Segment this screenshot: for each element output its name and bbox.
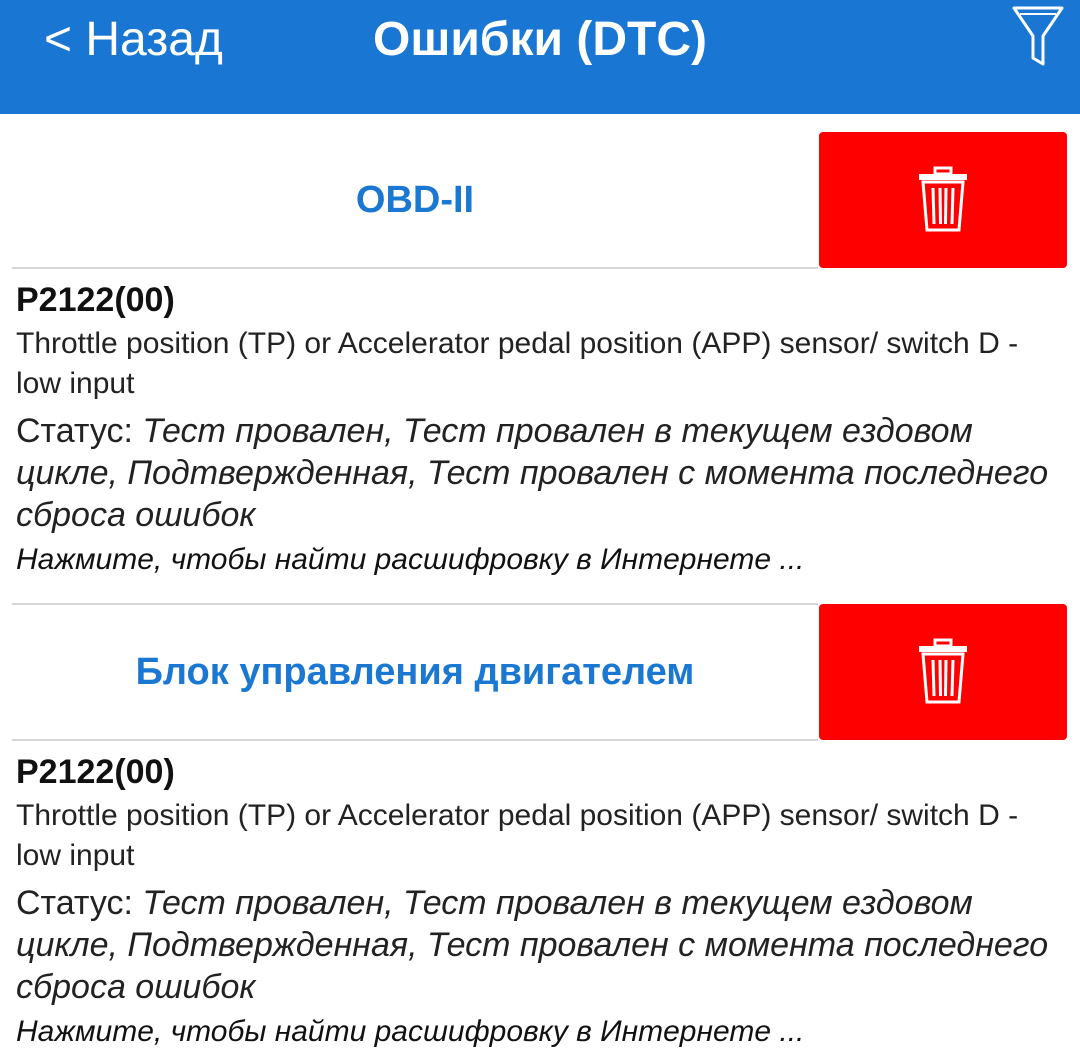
dtc-status bbox=[16, 410, 1060, 536]
group-header bbox=[0, 132, 1080, 268]
page-title: Ошибки (DTC) bbox=[373, 13, 707, 66]
trash-icon bbox=[917, 166, 969, 234]
dtc-description: Throttle position (TP) or Accelerator pedal position (APP) sensor/ switch D - low input bbox=[16, 327, 1019, 400]
status-label: Статус: bbox=[16, 412, 143, 450]
dtc-item[interactable] bbox=[0, 750, 1080, 1052]
group-header bbox=[0, 604, 1080, 740]
back-button[interactable]: < Назад bbox=[44, 13, 223, 66]
dtc-code: P2122(00) bbox=[16, 281, 175, 319]
search-online-link[interactable]: Нажмите, чтобы найти расшифровку в Интернете ... bbox=[16, 1015, 805, 1048]
dtc-status bbox=[16, 882, 1060, 1008]
delete-group-button[interactable] bbox=[819, 604, 1067, 740]
delete-group-button[interactable] bbox=[819, 132, 1067, 268]
divider bbox=[12, 267, 818, 269]
dtc-description: Throttle position (TP) or Accelerator pedal position (APP) sensor/ switch D - low input bbox=[16, 799, 1019, 872]
divider bbox=[12, 739, 818, 741]
trash-icon bbox=[917, 638, 969, 706]
dtc-group bbox=[0, 132, 1080, 580]
status-label: Статус: bbox=[16, 884, 143, 922]
status-value: Тест провален, Тест провален в текущем ездовом цикле, Подтвержденная, Тест провален с момента последнего сброса ошибок bbox=[16, 412, 1049, 534]
dtc-item[interactable] bbox=[0, 278, 1080, 580]
status-value: Тест провален, Тест провален в текущем ездовом цикле, Подтвержденная, Тест провален с момента последнего сброса ошибок bbox=[16, 884, 1049, 1006]
app-bar bbox=[0, 0, 1080, 114]
group-title: Блок управления двигателем bbox=[135, 650, 695, 693]
filter-icon[interactable] bbox=[1010, 2, 1066, 68]
search-online-link[interactable]: Нажмите, чтобы найти расшифровку в Интернете ... bbox=[16, 543, 805, 576]
dtc-code: P2122(00) bbox=[16, 753, 175, 791]
dtc-group bbox=[0, 604, 1080, 1052]
group-title: OBD-II bbox=[355, 178, 475, 221]
